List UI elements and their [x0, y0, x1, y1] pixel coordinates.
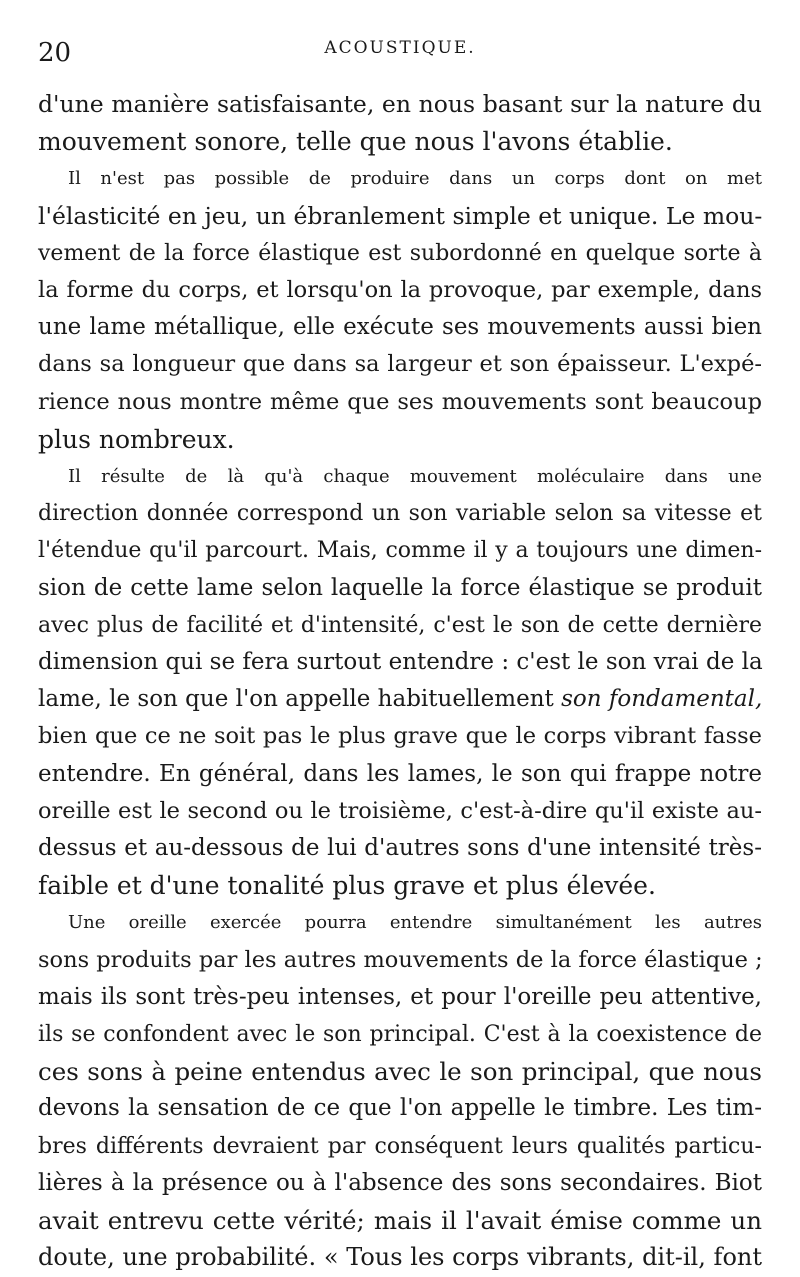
text-line: rience nous montre même que ses mouvements sont beaucoup — [38, 388, 762, 415]
text-line: lières à la présence ou à l'absence des sons secondaires. Biot — [38, 1169, 762, 1196]
text-line: vement de la force élastique est subordonné en quelque sorte à — [38, 240, 762, 266]
text-line: l'élasticité en jeu, un ébranlement simple et unique. Le mou- — [38, 201, 763, 230]
text-line: la forme du corps, et lorsqu'on la provoque, par exemple, dans — [38, 277, 762, 304]
text-line: d'une manière satisfaisante, en nous basant sur la nature du — [38, 90, 762, 118]
text-line: oreille est le second ou le troisième, c'est-à-dire qu'il existe au- — [38, 797, 762, 824]
text-line: bres différents devraient par conséquent leurs qualités particu- — [38, 1133, 762, 1159]
text-line: faible et d'une tonalité plus grave et plus élevée. — [38, 871, 656, 901]
running-title: ACOUSTIQUE. — [324, 38, 476, 58]
page-number: 20 — [38, 38, 72, 68]
text-line: ces sons à peine entendus avec le son principal, que nous — [38, 1057, 762, 1087]
text-line: sons produits par les autres mouvements de la force élastique ; — [38, 946, 763, 973]
text-line: ils se confondent avec le son principal. C'est à la coexistence de — [38, 1022, 762, 1048]
text-line: entendre. En général, dans les lames, le son qui frappe notre — [38, 760, 762, 787]
text-line: dans sa longueur que dans sa largeur et son épaisseur. L'expé- — [38, 351, 762, 378]
text-line-with-italic — [38, 681, 762, 718]
italic-term: son fondamental, — [561, 686, 763, 713]
paragraph-3 — [38, 458, 762, 904]
paragraph-1 — [38, 86, 762, 160]
text-line: une lame métallique, elle exécute ses mouvements aussi bien — [38, 314, 762, 341]
text-line: doute, une probabilité. « Tous les corps vibrants, dit-il, font — [38, 1243, 762, 1272]
text-line: devons la sensation de ce que l'on appelle le timbre. Les tim- — [38, 1095, 762, 1122]
text-line: plus nombreux. — [38, 424, 235, 454]
text-line: dessus et au-dessous de lui d'autres sons d'une intensité très- — [38, 835, 762, 862]
text-line: mais ils sont très-peu intenses, et pour l'oreille peu attentive, — [38, 983, 762, 1010]
text-line: l'étendue qu'il parcourt. Mais, comme il y a toujours une dimen- — [38, 538, 762, 564]
text-line: avait entrevu cette vérité; mais il l'avait émise comme un — [38, 1206, 762, 1236]
text-line: mouvement sonore, telle que nous l'avons établie. — [38, 127, 673, 157]
text-line: direction donnée correspond un son variable selon sa vitesse et — [38, 501, 762, 527]
paragraph-2 — [38, 160, 762, 458]
page-header — [38, 32, 762, 72]
text-segment: lame, le son que l'on appelle habituellement — [38, 686, 562, 713]
text-line: Il résulte de là qu'à chaque mouvement moléculaire dans une — [68, 466, 762, 488]
text-line: avec plus de facilité et d'intensité, c'est le son de cette dernière — [38, 612, 762, 638]
paragraph-4 — [38, 904, 762, 1276]
text-line: Il n'est pas possible de produire dans un corps dont on met — [68, 168, 762, 190]
text-line: sion de cette lame selon laquelle la force élastique se produit — [38, 574, 762, 601]
text-line: Une oreille exercée pourra entendre simultanément les autres — [68, 912, 762, 934]
text-line: dimension qui se fera surtout entendre : c'est le son vrai de la — [38, 649, 763, 676]
text-line: bien que ce ne soit pas le plus grave que le corps vibrant fasse — [38, 723, 762, 750]
